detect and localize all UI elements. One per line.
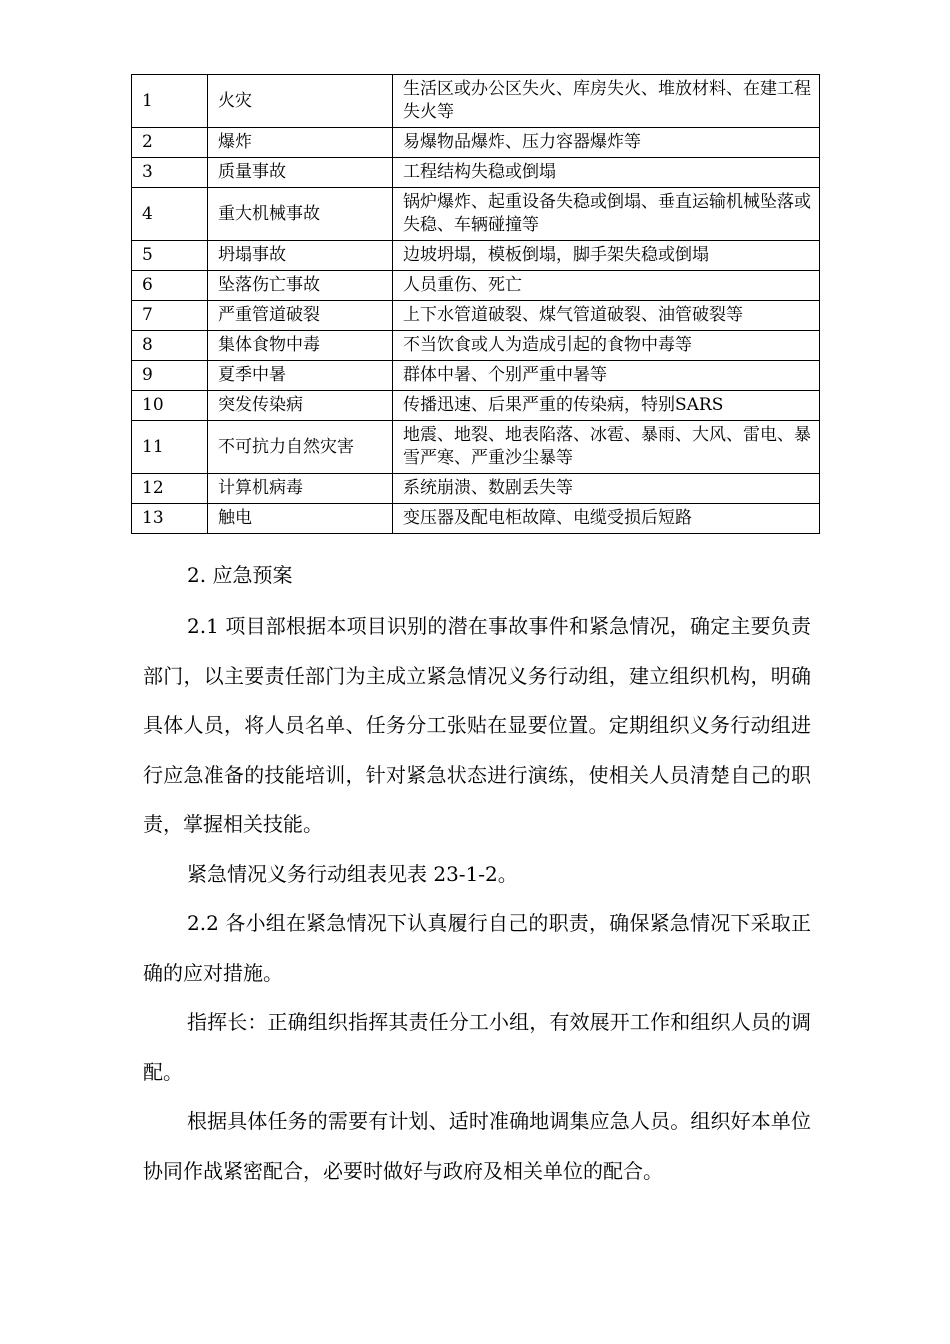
hazard-type: 坍塌事故: [208, 241, 393, 271]
row-number: 7: [132, 301, 208, 331]
row-number: 13: [132, 504, 208, 534]
row-number: 2: [132, 128, 208, 158]
table-row: [132, 128, 820, 158]
section-heading: 2. 应急预案: [187, 563, 293, 587]
paragraph: 根据具体任务的需要有计划、适时准确地调集应急人员。组织好本单位协同作战紧密配合，必要时做好与政府及相关单位的配合。: [143, 1109, 811, 1183]
hazard-type: 质量事故: [208, 158, 393, 188]
body-text: [143, 556, 811, 1196]
row-number: 9: [132, 361, 208, 391]
hazard-description: 不当饮食或人为造成引起的食物中毒等: [393, 331, 820, 361]
paragraph: 2.2 各小组在紧急情况下认真履行自己的职责，确保紧急情况下采取正确的应对措施。: [143, 911, 811, 985]
paragraph: 指挥长：正确组织指挥其责任分工小组，有效展开工作和组织人员的调配。: [143, 1010, 811, 1084]
table-row: [132, 421, 820, 474]
row-number: 6: [132, 271, 208, 301]
hazard-description: 人员重伤、死亡: [393, 271, 820, 301]
hazard-type: 爆炸: [208, 128, 393, 158]
hazard-table: [131, 74, 820, 534]
table-row: [132, 504, 820, 534]
paragraph: 紧急情况义务行动组表见表 23-1-2。: [187, 861, 518, 886]
hazard-type: 不可抗力自然灾害: [208, 421, 393, 474]
table-row: [132, 158, 820, 188]
row-number: 10: [132, 391, 208, 421]
hazard-description: 边坡坍塌，模板倒塌，脚手架失稳或倒塌: [393, 241, 820, 271]
hazard-description: 锅炉爆炸、起重设备失稳或倒塌、垂直运输机械坠落或失稳、车辆碰撞等: [393, 188, 820, 241]
table-row: [132, 361, 820, 391]
paragraph: 2.1 项目部根据本项目识别的潜在事故事件和紧急情况，确定主要负责部门，以主要责任部门为主成立紧急情况义务行动组，建立组织机构，明确具体人员，将人员名单、任务分工张贴在显要位置。定期组织义务行动组进行应急准备的技能培训，针对紧急状态进行演练，使相关人员清楚自己的职责，掌握相关技能。: [143, 614, 811, 836]
hazard-description: 系统崩溃、数剧丢失等: [393, 474, 820, 504]
table-row: [132, 188, 820, 241]
row-number: 1: [132, 75, 208, 128]
hazard-description: 易爆物品爆炸、压力容器爆炸等: [393, 128, 820, 158]
table-row: [132, 474, 820, 504]
hazard-description: 地震、地裂、地表陷落、冰雹、暴雨、大风、雷电、暴雪严寒、严重沙尘暴等: [393, 421, 820, 474]
row-number: 8: [132, 331, 208, 361]
table-row: [132, 241, 820, 271]
row-number: 4: [132, 188, 208, 241]
hazard-description: 工程结构失稳或倒塌: [393, 158, 820, 188]
hazard-description: 群体中暑、个别严重中暑等: [393, 361, 820, 391]
table-row: [132, 331, 820, 361]
hazard-type: 坠落伤亡事故: [208, 271, 393, 301]
hazard-type: 夏季中暑: [208, 361, 393, 391]
row-number: 11: [132, 421, 208, 474]
hazard-type: 触电: [208, 504, 393, 534]
hazard-type: 集体食物中毒: [208, 331, 393, 361]
table-row: [132, 75, 820, 128]
hazard-type: 突发传染病: [208, 391, 393, 421]
hazard-description: 上下水管道破裂、煤气管道破裂、油管破裂等: [393, 301, 820, 331]
row-number: 5: [132, 241, 208, 271]
table-row: [132, 391, 820, 421]
hazard-type: 严重管道破裂: [208, 301, 393, 331]
table-row: [132, 301, 820, 331]
hazard-description: 传播迅速、后果严重的传染病，特别SARS: [393, 391, 820, 421]
hazard-type: 火灾: [208, 75, 393, 128]
hazard-description: 变压器及配电柜故障、电缆受损后短路: [393, 504, 820, 534]
row-number: 3: [132, 158, 208, 188]
hazard-description: 生活区或办公区失火、库房失火、堆放材料、在建工程失火等: [393, 75, 820, 128]
hazard-type: 计算机病毒: [208, 474, 393, 504]
table-row: [132, 271, 820, 301]
hazard-type: 重大机械事故: [208, 188, 393, 241]
row-number: 12: [132, 474, 208, 504]
